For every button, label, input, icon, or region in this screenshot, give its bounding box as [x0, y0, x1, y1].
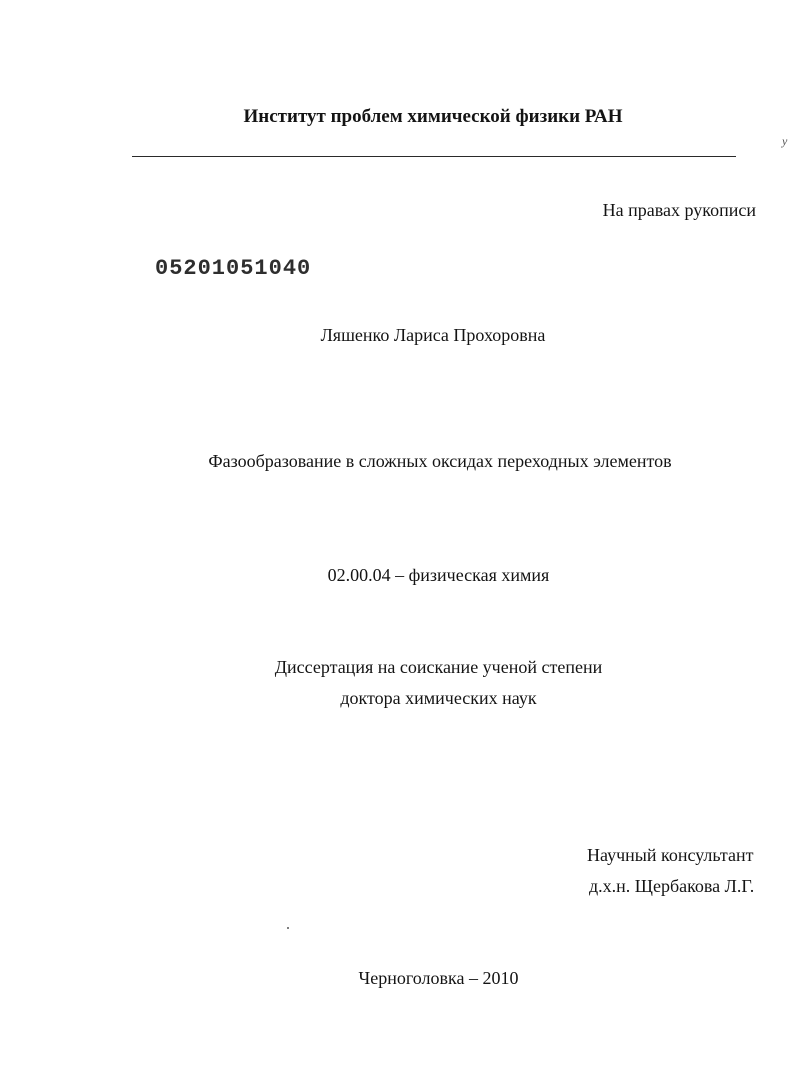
consultant-label: Научный консультант	[587, 845, 754, 865]
degree-line-1: Диссертация на соискание ученой степени	[274, 657, 603, 677]
margin-handwritten-mark: у	[782, 134, 788, 148]
consultant-name: д.х.н. Щербакова Л.Г.	[589, 876, 755, 896]
institute-heading: Институт проблем химической физики РАН	[243, 106, 623, 127]
registry-number: 05201051040	[155, 256, 312, 281]
author-name: Ляшенко Лариса Прохоровна	[320, 325, 546, 345]
scan-speck	[287, 927, 289, 929]
rights-notice: На правах рукописи	[602, 200, 756, 220]
header-divider	[132, 156, 736, 157]
degree-line-2: доктора химических наук	[340, 688, 537, 708]
dissertation-title: Фазообразование в сложных оксидах переходных элементов	[208, 451, 672, 471]
specialty-code: 02.00.04 – физическая химия	[327, 565, 550, 585]
place-year: Черноголовка – 2010	[358, 968, 519, 988]
